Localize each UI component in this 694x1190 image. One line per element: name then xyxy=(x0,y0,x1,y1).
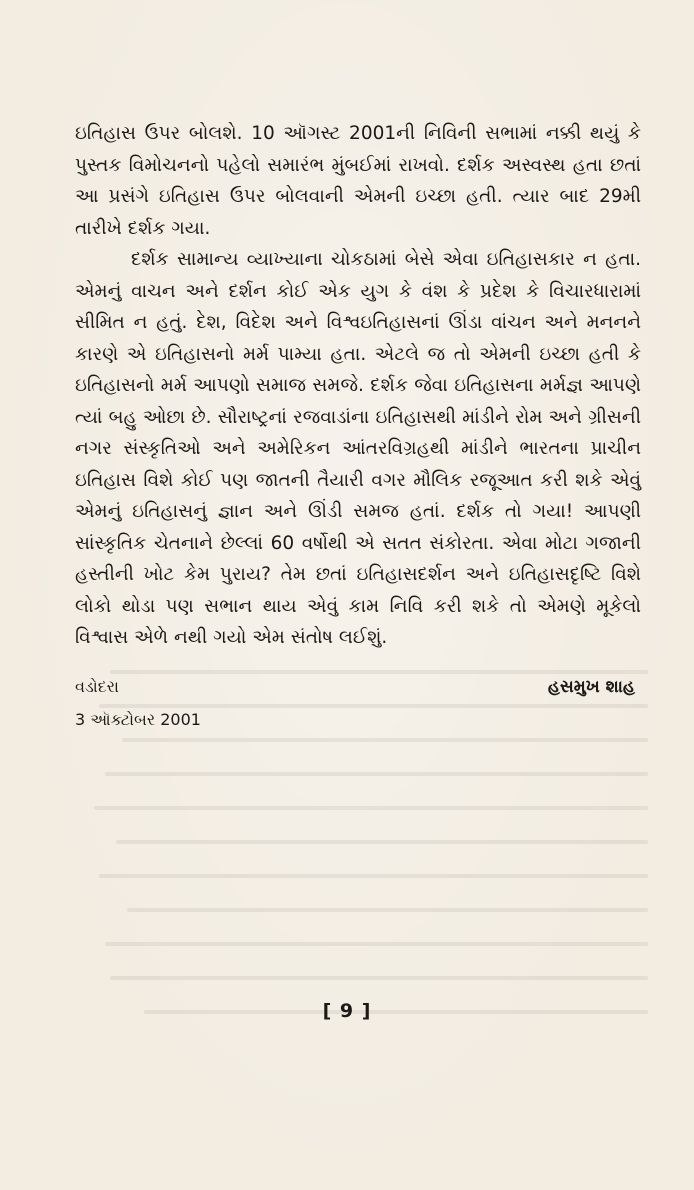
body-text xyxy=(75,118,641,654)
signature-place: વડોદરા xyxy=(75,677,119,696)
page-number: [ 9 ] xyxy=(322,1000,372,1022)
paragraph-2: દર્શક સામાન્ય વ્યાખ્યાના ચોકઠામાં બેસે એવા ઇતિહાસકાર ન હતા. એમનું વાચન અને દર્શન કોઈ એક યુગ કે વંશ કે પ્રદેશ કે વિચારધારામાં સીમિત ન હતું. દેશ, વિદેશ અને વિશ્વઇતિહાસનાં ઊંડા વાંચન અને મનનને કારણે એ ઇતિહાસનો મર્મ પામ્યા હતા. એટલે જ તો એમની ઇચ્છા હતી કે ઇતિહાસનો મર્મ આપણો સમાજ સમજે. દર્શક જેવા ઇતિહાસના મર્મજ્ઞ આપણે ત્યાં બહુ ઓછા છે. સૌરાષ્ટ્રનાં રજવાડાંના ઇતિહાસથી માંડીને રોમ અને ગ્રીસની નગર સંસ્કૃતિઓ અને અમેરિકન આંતરવિગ્રહથી માંડીને ભારતના પ્રાચીન ઇતિહાસ વિશે કોઈ પણ જાતની તૈયારી વગર મૌલિક રજૂઆત કરી શકે એવું એમનું ઇતિહાસનું જ્ઞાન અને ઊંડી સમજ હતાં. દર્શક તો ગયા! આપણી સાંસ્કૃતિક ચેતનાને છેલ્લાં 60 વર્ષોથી એ સતત સંકોરતા. એવા મોટા ગજાની હસ્તીની ખોટ કેમ પુરાય? તેમ છતાં ઇતિહાસદર્શન અને ઇતિહાસદૃષ્ટિ વિશે લોકો થોડા પણ સભાન થાય એવું કામ નિવિ કરી શકે તો એમણે મૂકેલો વિશ્વાસ એળે નથી ગયો એમ સંતોષ લઈશું. xyxy=(75,249,641,648)
paragraph-1: ઇતિહાસ ઉપર બોલશે. 10 ઑગસ્ટ 2001ની નિવિની સભામાં નક્કી થયું કે પુસ્તક વિમોચનનો પહેલો સમારંભ મુંબઈમાં રાખવો. દર્શક અસ્વસ્થ હતા છતાં આ પ્રસંગે ઇતિહાસ ઉપર બોલવાની એમની ઇચ્છા હતી. ત્યાર બાદ 29મી તારીખે દર્શક ગયા. xyxy=(75,123,641,239)
signature-author: હસમુખ શાહ xyxy=(547,677,635,697)
signature-date: 3 ઑક્ટોબર 2001 xyxy=(75,710,201,729)
